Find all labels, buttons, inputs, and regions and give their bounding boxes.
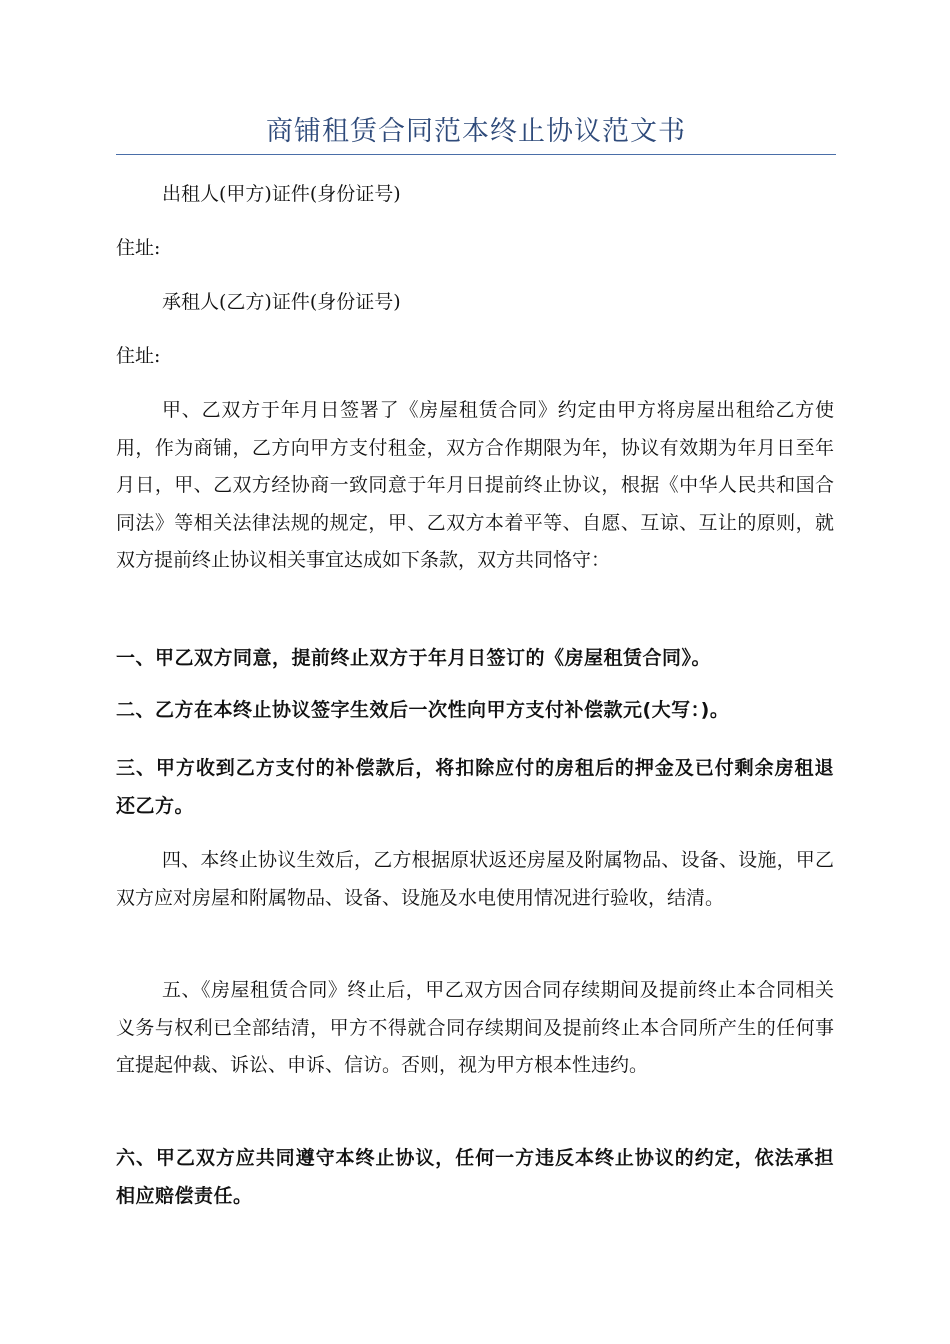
lessor-line: 出租人(甲方)证件(身份证号) [162, 183, 401, 205]
title-underline [116, 154, 836, 155]
clause-2: 二、乙方在本终止协议签字生效后一次性向甲方支付补偿款元(大写：)。 [116, 699, 730, 721]
clause-6: 六、甲乙双方应共同遵守本终止协议，任何一方违反本终止协议的约定，依法承担相应赔偿责任。 [116, 1147, 834, 1207]
clause-4: 四、本终止协议生效后，乙方根据原状返还房屋及附属物品、设备、设施，甲乙双方应对房屋和附属物品、设备、设施及水电使用情况进行验收，结清。 [116, 849, 834, 909]
clause-5: 五、《房屋租赁合同》终止后，甲乙双方因合同存续期间及提前终止本合同相关义务与权利已全部结清，甲方不得就合同存续期间及提前终止本合同所产生的任何事宜提起仲裁、诉讼、申诉、信访。否则，视为甲方根本性违约。 [116, 979, 834, 1076]
lessee-address: 住址: [116, 345, 161, 367]
intro-paragraph: 甲、乙双方于年月日签署了《房屋租赁合同》约定由甲方将房屋出租给乙方使用，作为商铺，乙方向甲方支付租金，双方合作期限为年，协议有效期为年月日至年月日，甲、乙双方经协商一致同意于年月日提前终止协议，根据《中华人民共和国合同法》等相关法律法规的规定，甲、乙双方本着平等、自愿、互谅、互让的原则，就双方提前终止协议相关事宜达成如下条款，双方共同恪守： [116, 399, 834, 571]
clause-1: 一、甲乙双方同意，提前终止双方于年月日签订的《房屋租赁合同》。 [116, 647, 712, 669]
clause-3: 三、甲方收到乙方支付的补偿款后，将扣除应付的房租后的押金及已付剩余房租退还乙方。 [116, 757, 834, 817]
document-title: 商铺租赁合同范本终止协议范文书 [266, 116, 686, 147]
lessee-line: 承租人(乙方)证件(身份证号) [162, 291, 401, 313]
lessor-address: 住址: [116, 237, 161, 259]
